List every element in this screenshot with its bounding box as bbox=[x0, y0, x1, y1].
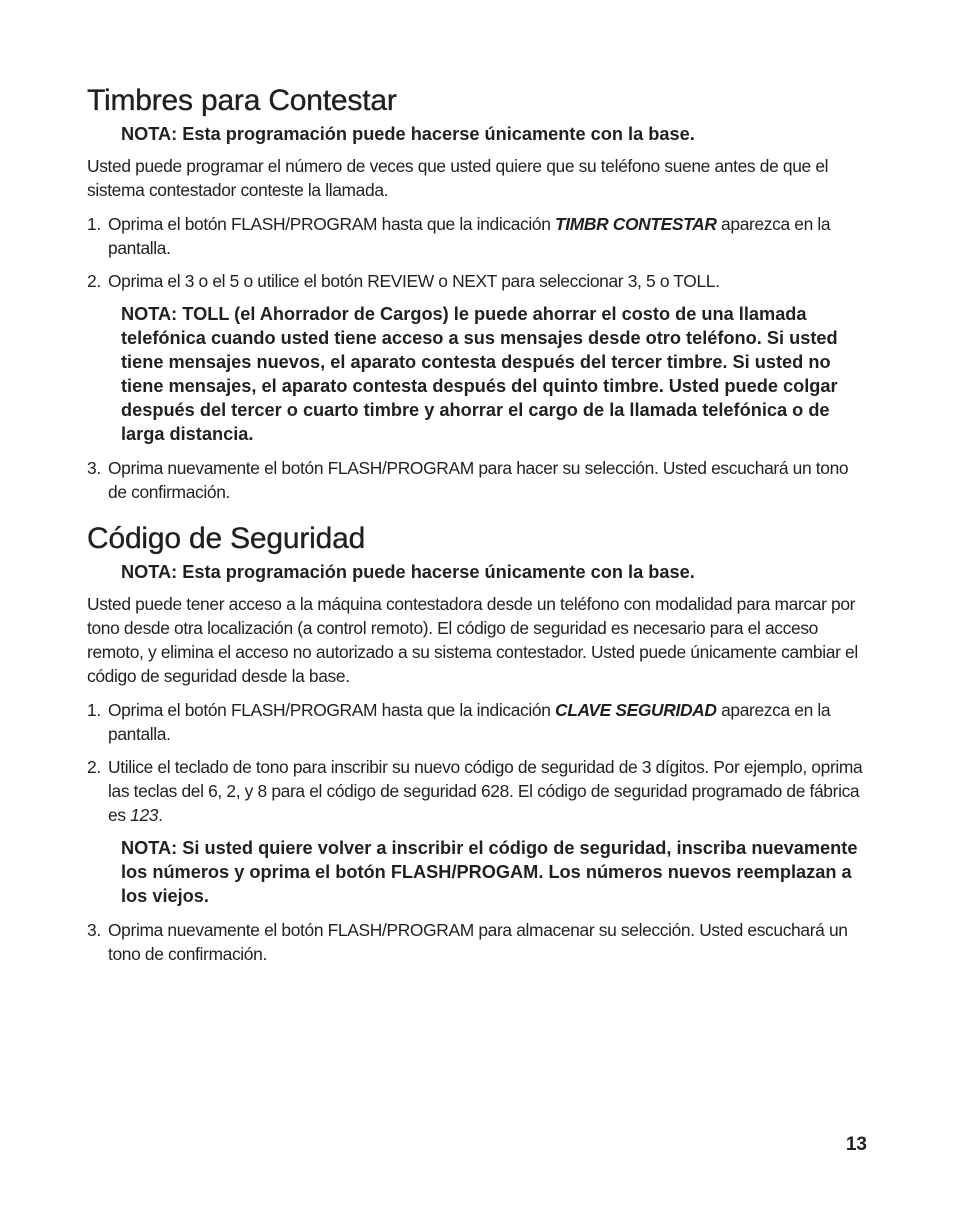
section-heading: Código de Seguridad bbox=[87, 522, 366, 555]
base-only-note: NOTA: Esta programación puede hacerse únicamente con la base. bbox=[121, 562, 695, 582]
step-number: 1. bbox=[87, 700, 101, 720]
section-answer-rings bbox=[87, 84, 869, 504]
step-item bbox=[87, 918, 869, 966]
step-text: . bbox=[158, 805, 163, 825]
display-indication: TIMBR CONTESTAR bbox=[555, 214, 717, 234]
step-number: 3. bbox=[87, 458, 101, 478]
steps-list bbox=[87, 698, 869, 827]
section-heading: Timbres para Contestar bbox=[87, 84, 397, 117]
step-item bbox=[87, 698, 869, 746]
step-text: aparezca en la pantalla. bbox=[108, 214, 831, 258]
display-indication: CLAVE SEGURIDAD bbox=[555, 700, 717, 720]
steps-list bbox=[87, 918, 869, 966]
step-number: 2. bbox=[87, 757, 101, 777]
step-number: 1. bbox=[87, 214, 101, 234]
intro-paragraph: Usted puede programar el número de veces que usted quiere que su teléfono suene antes de que el sistema contestador conteste la llamada. bbox=[87, 156, 829, 200]
step-text: Oprima el 3 o el 5 o utilice el botón REVIEW o NEXT para seleccionar 3, 5 o TOLL. bbox=[108, 271, 720, 291]
step-item bbox=[87, 269, 869, 293]
step-number: 3. bbox=[87, 920, 101, 940]
step-item bbox=[87, 212, 869, 260]
step-text: Utilice el teclado de tono para inscribir su nuevo código de seguridad de 3 dígitos. Por ejemplo, oprima las teclas del 6, 2, y 8 para el código de seguridad 628. El código de seguridad programado de fábrica es bbox=[108, 757, 863, 825]
step-text: aparezca en la pantalla. bbox=[108, 700, 831, 744]
step-number: 2. bbox=[87, 271, 101, 291]
step-text: Oprima nuevamente el botón FLASH/PROGRAM para hacer su selección. Usted escuchará un tono de confirmación. bbox=[108, 458, 849, 502]
manual-page bbox=[87, 84, 869, 975]
section-security-code bbox=[87, 522, 869, 966]
step-text: Oprima el botón FLASH/PROGRAM hasta que la indicación bbox=[108, 700, 555, 720]
intro-paragraph: Usted puede tener acceso a la máquina contestadora desde un teléfono con modalidad para marcar por tono desde otra localización (a control remoto). El código de seguridad es necesario para el acceso remoto, y elimina el acceso no autorizado a su sistema contestador. Usted puede únicamente cambiar el código de seguridad desde la base. bbox=[87, 594, 858, 686]
toll-note: NOTA: TOLL (el Ahorrador de Cargos) le puede ahorrar el costo de una llamada telefónica cuando usted tiene acceso a sus mensajes desde otro teléfono. Si usted tiene mensajes nuevos, el aparato contesta después del tercer timbre. Si usted no tiene mensajes, el aparato contesta después del quinto timbre. Usted puede colgar después del tercer o cuarto timbre y ahorrar el cargo de la llamada telefónica o de larga distancia. bbox=[121, 304, 838, 444]
base-only-note: NOTA: Esta programación puede hacerse únicamente con la base. bbox=[121, 124, 695, 144]
step-item bbox=[87, 755, 869, 827]
step-text: Oprima el botón FLASH/PROGRAM hasta que la indicación bbox=[108, 214, 555, 234]
step-text: Oprima nuevamente el botón FLASH/PROGRAM para almacenar su selección. Usted escuchará un tono de confirmación. bbox=[108, 920, 848, 964]
steps-list bbox=[87, 212, 869, 293]
reenter-code-note: NOTA: Si usted quiere volver a inscribir el código de seguridad, inscriba nuevamente los números y oprima el botón FLASH/PROGAM. Los números nuevos reemplazan a los viejos. bbox=[121, 838, 858, 906]
page-number: 13 bbox=[845, 1134, 867, 1155]
step-item bbox=[87, 456, 869, 504]
steps-list bbox=[87, 456, 869, 504]
factory-code: 123 bbox=[130, 805, 159, 825]
